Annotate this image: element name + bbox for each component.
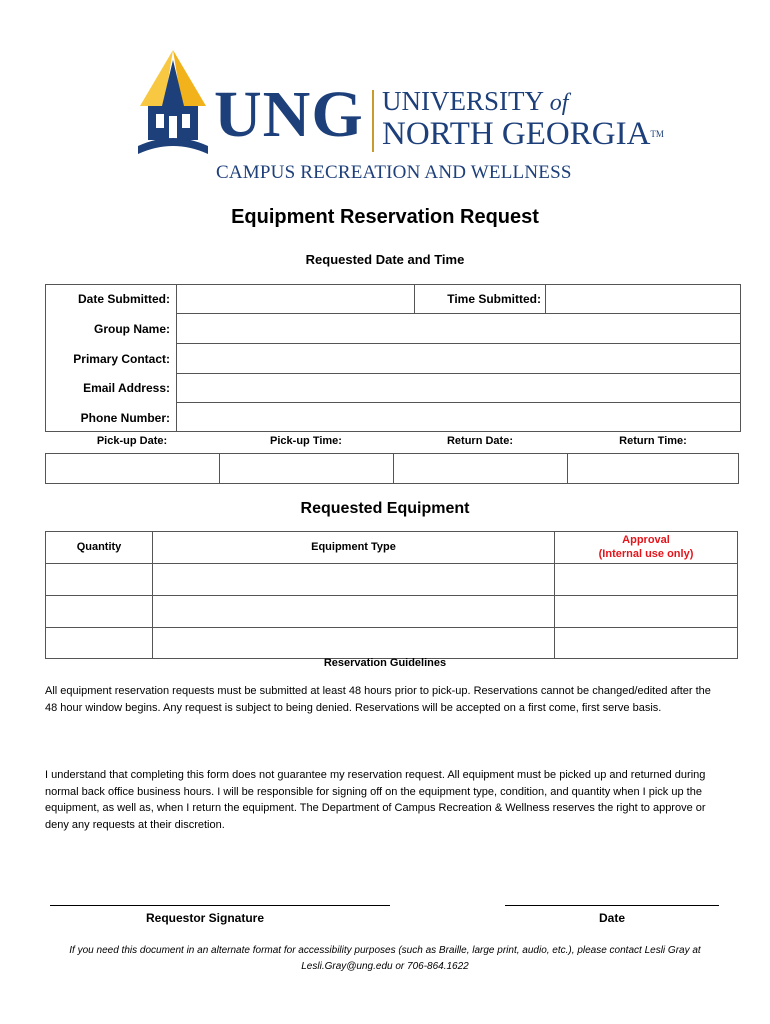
- equipment-type-field-row-3[interactable]: [152, 627, 555, 659]
- equipment-type-field-row-1[interactable]: [152, 563, 555, 596]
- time-submitted-field[interactable]: [545, 284, 741, 314]
- logo-of: of: [549, 90, 569, 116]
- primary-contact-label: Primary Contact:: [73, 352, 170, 366]
- date-signature-label: Date: [598, 911, 625, 925]
- pickup-time-field[interactable]: [219, 453, 394, 484]
- requestor-signature-label: Requestor Signature: [145, 911, 265, 925]
- approval-field-row-1[interactable]: [554, 563, 738, 596]
- quantity-field-row-3[interactable]: [45, 627, 153, 659]
- return-time-field[interactable]: [567, 453, 739, 484]
- email-address-label: Email Address:: [83, 381, 170, 395]
- quantity-field-row-1[interactable]: [45, 563, 153, 596]
- approval-internal-note: (Internal use only): [598, 548, 694, 560]
- accessibility-footer: If you need this document in an alternate format for accessibility purposes (such as Braille, large print, audio, etc.), please contact Lesli Gray at Lesli.Gray@ung.edu or 706-864.1622: [69, 945, 701, 972]
- guidelines-paragraph-2: I understand that completing this form does not guarantee my reservation request. All equipment must be picked up and returned during normal back office business hours. I will be responsible for signing off on the equipment type, condition, and quantity when I pick up the equipment, as well as, when I return the equipment. The Department of Campus Recreation & Wellness reserves the right to approve or deny any requests at their discretion.: [45, 769, 706, 831]
- logo-divider: [372, 90, 374, 152]
- equipment-type-field-row-2[interactable]: [152, 595, 555, 628]
- approval-field-row-3[interactable]: [554, 627, 738, 659]
- time-submitted-label: Time Submitted:: [447, 292, 541, 306]
- logo-campus-recreation: CAMPUS RECREATION AND WELLNESS: [216, 162, 572, 183]
- return-date-header: Return Date:: [446, 435, 513, 447]
- return-time-header: Return Time:: [619, 435, 687, 447]
- pickup-time-header: Pick-up Time:: [270, 435, 342, 447]
- logo-north-georgia: NORTH GEORGIA™: [382, 116, 664, 152]
- date-submitted-field[interactable]: [176, 284, 415, 314]
- primary-contact-field[interactable]: [176, 343, 741, 374]
- requestor-signature-line[interactable]: [50, 905, 390, 906]
- group-name-field[interactable]: [176, 313, 741, 344]
- trademark: TM: [650, 129, 664, 139]
- guidelines-paragraph-1: All equipment reservation requests must be submitted at least 48 hours prior to pick-up. Reservations cannot be changed/edited after the 48 hour window begins. Any request is subject to being denied. Reservations will be accepted on a first come, first serve basis.: [45, 685, 711, 714]
- ung-logo-mark-icon: [136, 50, 210, 160]
- email-address-field[interactable]: [176, 373, 741, 403]
- group-name-label: Group Name:: [93, 322, 170, 336]
- section-title-date-time: Requested Date and Time: [305, 252, 465, 267]
- date-submitted-label: Date Submitted:: [77, 292, 170, 306]
- pickup-date-field[interactable]: [45, 453, 220, 484]
- logo-university: UNIVERSITY of: [382, 86, 569, 116]
- equipment-type-header: Equipment Type: [311, 541, 396, 553]
- quantity-field-row-2[interactable]: [45, 595, 153, 628]
- page-title: Equipment Reservation Request: [231, 206, 539, 228]
- phone-number-label: Phone Number:: [80, 411, 170, 425]
- phone-number-field[interactable]: [176, 402, 741, 432]
- section-title-equipment: Requested Equipment: [300, 500, 470, 517]
- return-date-field[interactable]: [393, 453, 568, 484]
- date-signature-line[interactable]: [505, 905, 719, 906]
- approval-field-row-2[interactable]: [554, 595, 738, 628]
- approval-header: Approval: [622, 534, 670, 546]
- quantity-header: Quantity: [76, 541, 122, 553]
- logo-ung-wordmark: UNG: [214, 78, 364, 151]
- pickup-date-header: Pick-up Date:: [96, 435, 168, 447]
- guidelines-title: Reservation Guidelines: [323, 657, 447, 669]
